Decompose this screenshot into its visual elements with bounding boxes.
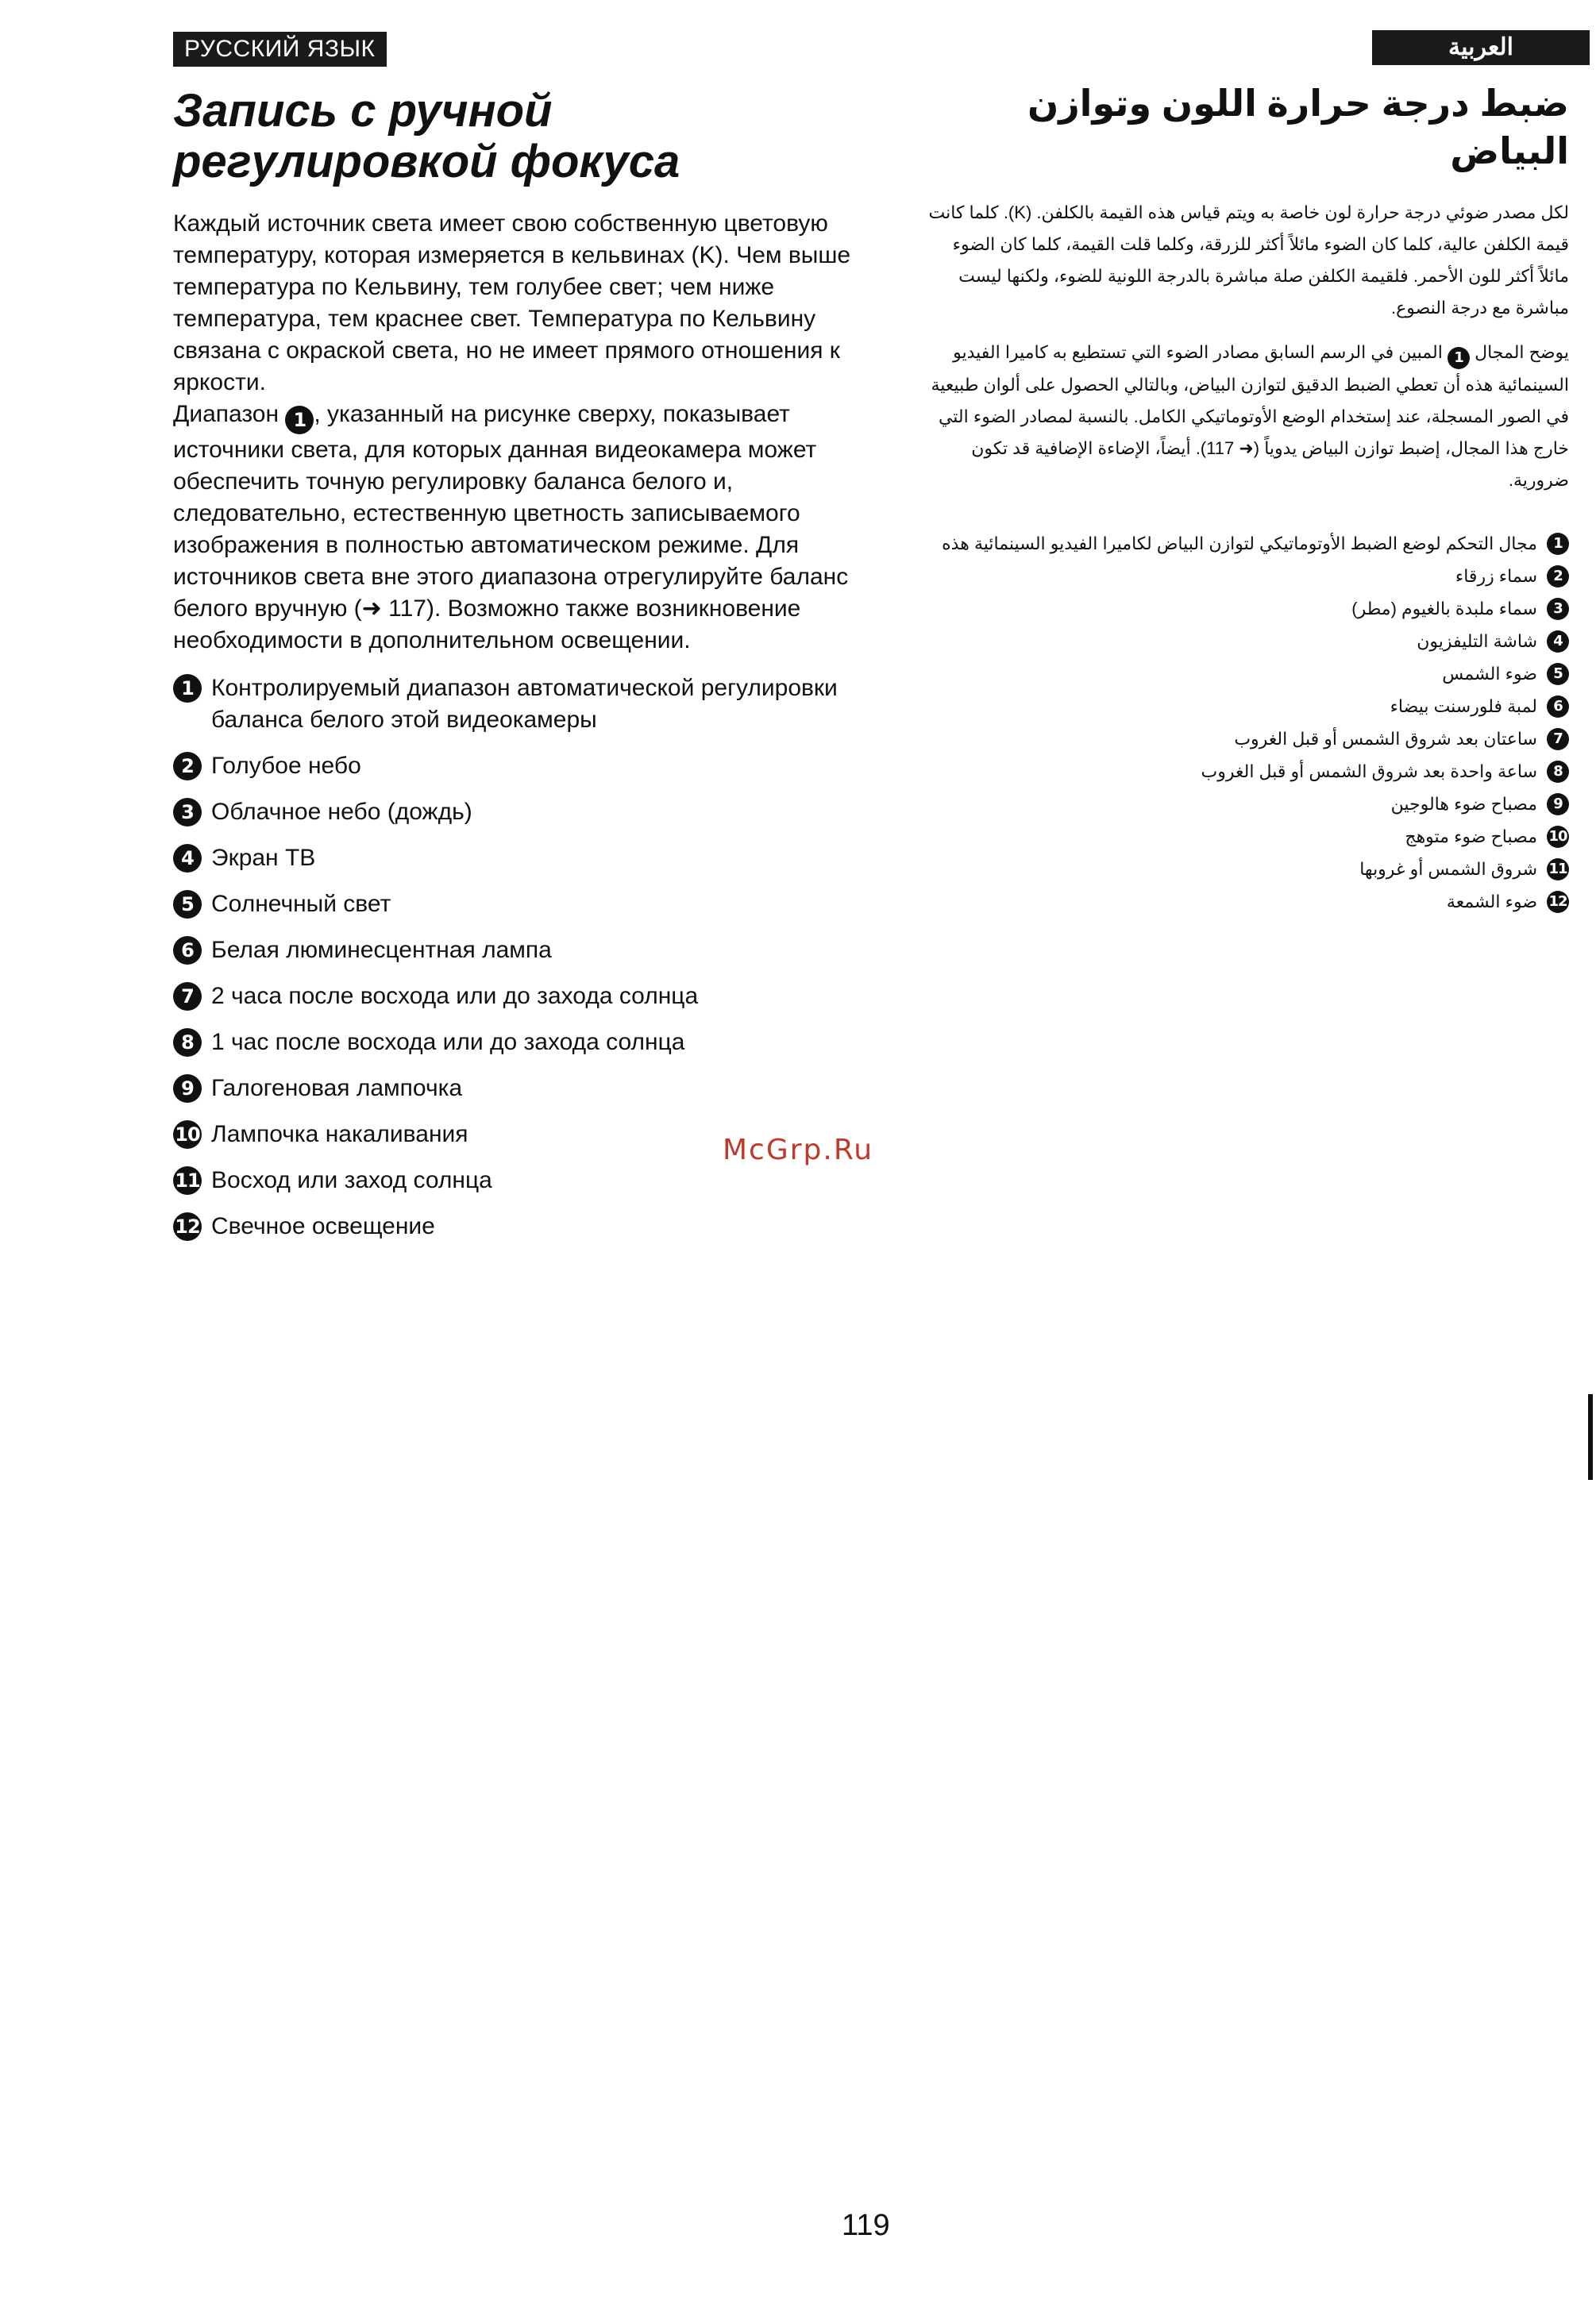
list-item (173, 1073, 864, 1104)
list-item-text: Белая люминесцентная лампа (211, 937, 552, 963)
circled-number-marker: 2 (1547, 565, 1569, 588)
circled-number-marker: 6 (173, 936, 202, 965)
list-item (921, 626, 1569, 657)
list-item (173, 934, 864, 966)
circled-number-marker: 1 (285, 406, 314, 434)
list-item (173, 888, 864, 920)
list-item-text: لمبة فلورسنت بيضاء (1390, 696, 1537, 716)
arabic-language-tag: العربية (1372, 30, 1590, 65)
list-item (173, 672, 864, 736)
circled-number-marker: 6 (1547, 695, 1569, 718)
list-item-text: Контролируемый диапазон автоматической регулировки баланса белого этой видеокамеры (211, 675, 838, 733)
circled-number-marker: 1 (173, 674, 202, 703)
arabic-paragraph-1: لكل مصدر ضوئي درجة حرارة لون خاصة به ويتم قياس هذه القيمة بالكلفن. (K). كلما كانت قيمة الكلفن عالية، كلما كان الضوء مائلاً أكثر للزرقة، وكلما قلت القيمة، كلما كان الضوء مائلاً أكثر للون الأحمر. فلقيمة الكلفن صلة مباشرة بالدرجة اللونية للضوء، ولكنها ليست مباشرة مع درجة النصوع. (928, 202, 1569, 318)
circled-number-marker: 3 (1547, 598, 1569, 620)
list-item (173, 981, 864, 1012)
list-item (173, 1165, 864, 1196)
list-item (173, 1211, 864, 1243)
page-edge-mark (1588, 1394, 1593, 1480)
circled-number-marker: 9 (1547, 793, 1569, 815)
list-item-text: Экран ТВ (211, 845, 316, 871)
list-item-text: سماء زرقاء (1455, 566, 1537, 586)
list-item-text: مصباح ضوء متوهج (1405, 826, 1537, 846)
russian-title-line-1: Запись с ручной (173, 85, 553, 137)
list-item-text: Восход или заход солнца (211, 1167, 492, 1193)
circled-number-marker: 12 (1547, 891, 1569, 913)
list-item-text: Лампочка накаливания (211, 1121, 468, 1147)
list-item (921, 788, 1569, 820)
list-item (921, 821, 1569, 853)
circled-number-marker: 11 (173, 1166, 202, 1195)
circled-number-marker: 11 (1547, 858, 1569, 880)
list-item-text: 1 час после восхода или до захода солнца (211, 1029, 685, 1055)
circled-number-marker: 5 (173, 890, 202, 919)
circled-number-marker: 1 (1448, 347, 1470, 369)
list-item (173, 750, 864, 782)
list-item-text: Галогеновая лампочка (211, 1075, 463, 1101)
list-item-text: Свечное освещение (211, 1213, 435, 1239)
list-item-text: سماء ملبدة بالغيوم (مطر) (1351, 599, 1537, 618)
circled-number-marker: 5 (1547, 663, 1569, 685)
circled-number-marker: 8 (1547, 761, 1569, 783)
list-item-text: ضوء الشمعة (1446, 892, 1537, 911)
list-item (921, 886, 1569, 918)
russian-title-line-2: регулировкой фокуса (173, 136, 680, 187)
list-item (921, 723, 1569, 755)
list-item-text: ساعتان بعد شروق الشمس أو قبل الغروب (1234, 729, 1537, 749)
russian-title (173, 86, 864, 187)
circled-number-marker: 7 (1547, 728, 1569, 750)
arabic-column (921, 79, 1569, 919)
list-item (921, 593, 1569, 625)
list-item-text: 2 часа после восхода или до захода солнца (211, 983, 699, 1009)
list-item-text: ساعة واحدة بعد شروق الشمس أو قبل الغروب (1201, 761, 1537, 781)
russian-paragraph-2-start: Диапазон (173, 401, 279, 427)
circled-number-marker: 1 (1547, 533, 1569, 555)
russian-column (173, 86, 864, 1257)
circled-number-marker: 10 (1547, 826, 1569, 848)
list-item (921, 756, 1569, 788)
list-item (921, 853, 1569, 885)
arabic-paragraph-2-start: يوضح المجال (1475, 342, 1569, 362)
circled-number-marker: 9 (173, 1074, 202, 1103)
arabic-legend-list (921, 528, 1569, 918)
arabic-paragraph-2-rest: المبين في الرسم السابق مصادر الضوء التي تستطيع به كاميرا الفيديو السينمائية هذه أن تعطي الضبط الدقيق لتوازن البياض، وبالتالي الحصول على ألوان طبيعية في الصور المسجلة، عند إستخدام الوضع الأوتوماتيكي الكامل. بالنسبة لمصادر الضوء التي خارج هذا المجال، إضبط توازن البياض يدوياً (➜ 117). أيضاً، الإضاءة الإضافية قد تكون ضرورية. (931, 342, 1569, 490)
circled-number-marker: 2 (173, 752, 202, 780)
circled-number-marker: 4 (173, 844, 202, 873)
arabic-title: ضبط درجة حرارة اللون وتوازن البياض (1027, 83, 1569, 171)
list-item-text: شروق الشمس أو غروبها (1359, 859, 1537, 879)
list-item (921, 691, 1569, 722)
list-item-text: مجال التحكم لوضع الضبط الأوتوماتيكي لتوازن البياض لكاميرا الفيديو السينمائية هذه (942, 534, 1537, 553)
list-item-text: شاشة التليفزيون (1417, 631, 1537, 651)
list-item-text: Солнечный свет (211, 891, 391, 917)
russian-paragraph-2 (173, 399, 864, 657)
circled-number-marker: 8 (173, 1028, 202, 1057)
list-item-text: ضوء الشمس (1442, 664, 1537, 684)
circled-number-marker: 3 (173, 798, 202, 826)
arabic-paragraph-2 (921, 337, 1569, 496)
circled-number-marker: 7 (173, 982, 202, 1011)
list-item-text: مصباح ضوء هالوجين (1390, 794, 1537, 814)
list-item-text: Голубое небо (211, 753, 361, 779)
russian-paragraph-1: Каждый источник света имеет свою собственную цветовую температуру, которая измеряется в кельвинах (K). Чем выше температура по Кельвину, тем голубее свет; чем ниже температура, тем краснее свет. Температура по Кельвину связана с окраской света, но не имеет прямого отношения к яркости. (173, 210, 851, 395)
list-item-text: Облачное небо (дождь) (211, 799, 472, 825)
list-item (921, 658, 1569, 690)
russian-language-tag: РУССКИЙ ЯЗЫК (173, 32, 387, 67)
list-item (921, 561, 1569, 592)
list-item (173, 796, 864, 828)
circled-number-marker: 4 (1547, 630, 1569, 653)
watermark: McGrp.Ru (723, 1134, 874, 1166)
russian-paragraph-2-rest: , указанный на рисунке сверху, показывает источники света, для которых данная видеокамера может обеспечить точную регулировку баланса белого и, следовательно, естественную цветность записываемого изображения в полностью автоматическом режиме. Для источников света вне этого диапазона отрегулируйте баланс белого вручную (➜ 117). Возможно также возникновение необходимости в дополнительном освещении. (173, 401, 849, 653)
circled-number-marker: 12 (173, 1212, 202, 1241)
page-number: 119 (842, 2209, 890, 2242)
list-item (921, 528, 1569, 560)
circled-number-marker: 10 (173, 1120, 202, 1149)
list-item (173, 842, 864, 874)
list-item (173, 1027, 864, 1058)
